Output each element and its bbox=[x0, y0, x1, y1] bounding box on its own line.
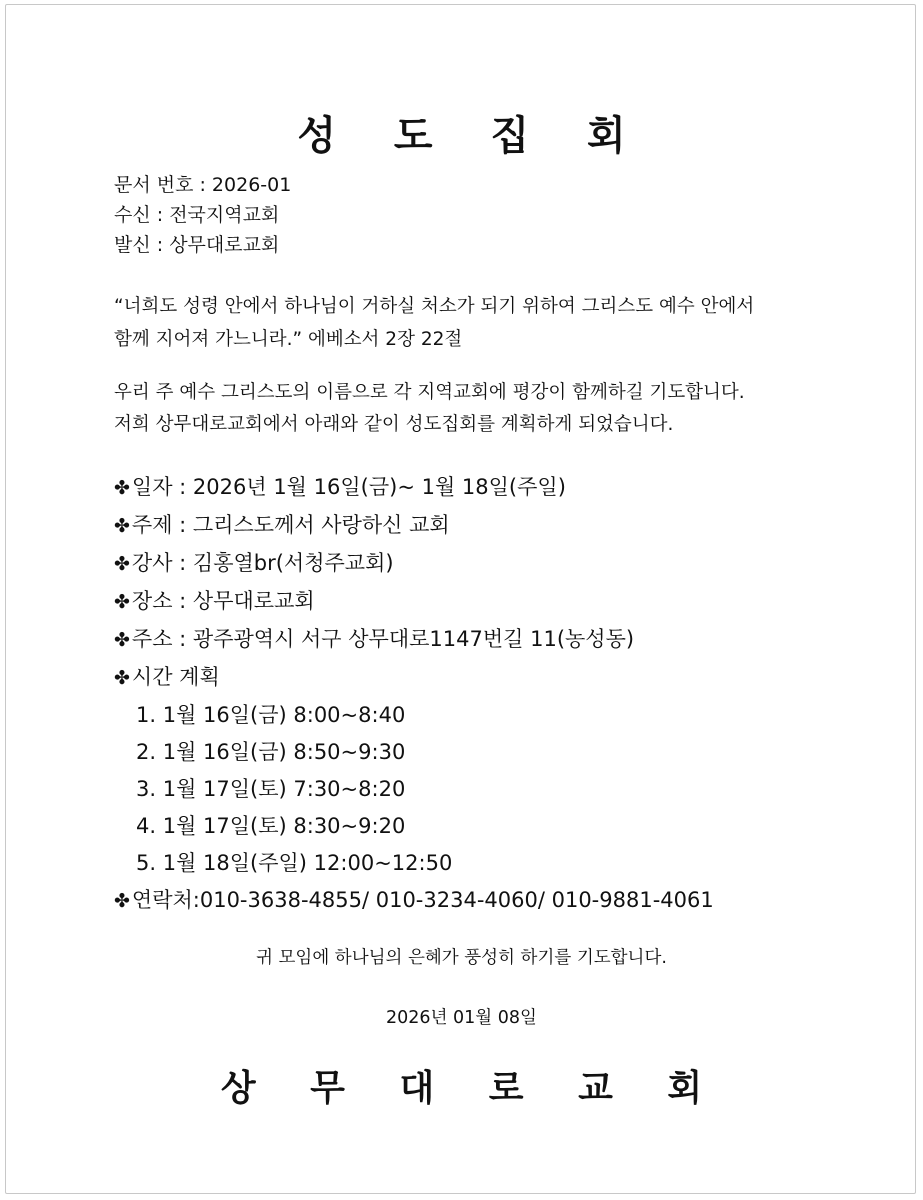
schedule-item: 3. 1월 17일(토) 7:30~8:20 bbox=[136, 777, 406, 801]
clover-bullet-icon: ✤ bbox=[114, 890, 130, 912]
clover-bullet-icon: ✤ bbox=[114, 667, 130, 689]
detail-date: ✤일자 : 2026년 1월 16일(금)~ 1월 18일(주일) bbox=[114, 469, 714, 507]
detail-contact: ✤연락처:010-3638-4855/ 010-3234-4060/ 010-9881-4061 bbox=[114, 882, 714, 920]
greeting bbox=[114, 377, 745, 441]
event-details bbox=[114, 469, 714, 920]
clover-bullet-icon: ✤ bbox=[114, 591, 130, 613]
recipient: 수신 : 전국지역교회 bbox=[114, 204, 280, 226]
schedule-item: 2. 1월 16일(금) 8:50~9:30 bbox=[136, 740, 406, 764]
greeting-line: 우리 주 예수 그리스도의 이름으로 각 지역교회에 평강이 함께하길 기도합니다. bbox=[114, 382, 745, 403]
bible-verse bbox=[114, 290, 834, 356]
issue-date: 2026년 01월 08일 bbox=[386, 1008, 537, 1028]
detail-venue: ✤장소 : 상무대로교회 bbox=[114, 583, 714, 621]
detail-address: ✤주소 : 광주광역시 서구 상무대로1147번길 11(농성동) bbox=[114, 621, 714, 659]
detail-speaker: ✤강사 : 김홍열br(서청주교회) bbox=[114, 545, 714, 583]
schedule-item: 4. 1월 17일(토) 8:30~9:20 bbox=[136, 814, 406, 838]
clover-bullet-icon: ✤ bbox=[114, 515, 130, 537]
schedule-item: 1. 1월 16일(금) 8:00~8:40 bbox=[136, 703, 406, 727]
verse-line: 함께 지어져 가느니라.” 에베소서 2장 22절 bbox=[114, 329, 463, 350]
doc-number: 문서 번호 : 2026-01 bbox=[114, 174, 292, 196]
schedule-item: 5. 1월 18일(주일) 12:00~12:50 bbox=[136, 851, 453, 875]
sender-signature: 상 무 대 로 교 회 bbox=[220, 1067, 724, 1109]
detail-theme: ✤주제 : 그리스도께서 사랑하신 교회 bbox=[114, 507, 714, 545]
document-title: 성 도 집 회 bbox=[297, 112, 648, 159]
schedule-heading: ✤시간 계획 bbox=[114, 659, 714, 697]
document-meta bbox=[114, 170, 291, 260]
clover-bullet-icon: ✤ bbox=[114, 629, 130, 651]
schedule-list bbox=[114, 697, 714, 882]
clover-bullet-icon: ✤ bbox=[114, 553, 130, 575]
clover-bullet-icon: ✤ bbox=[114, 477, 130, 499]
greeting-line: 저희 상무대로교회에서 아래와 같이 성도집회를 계획하게 되었습니다. bbox=[114, 414, 674, 435]
verse-line: “너희도 성령 안에서 하나님이 거하실 처소가 되기 위하여 그리스도 예수 안에서 bbox=[114, 296, 755, 317]
sender-line: 발신 : 상무대로교회 bbox=[114, 234, 280, 256]
closing-remark: 귀 모임에 하나님의 은혜가 풍성히 하기를 기도합니다. bbox=[256, 948, 667, 968]
